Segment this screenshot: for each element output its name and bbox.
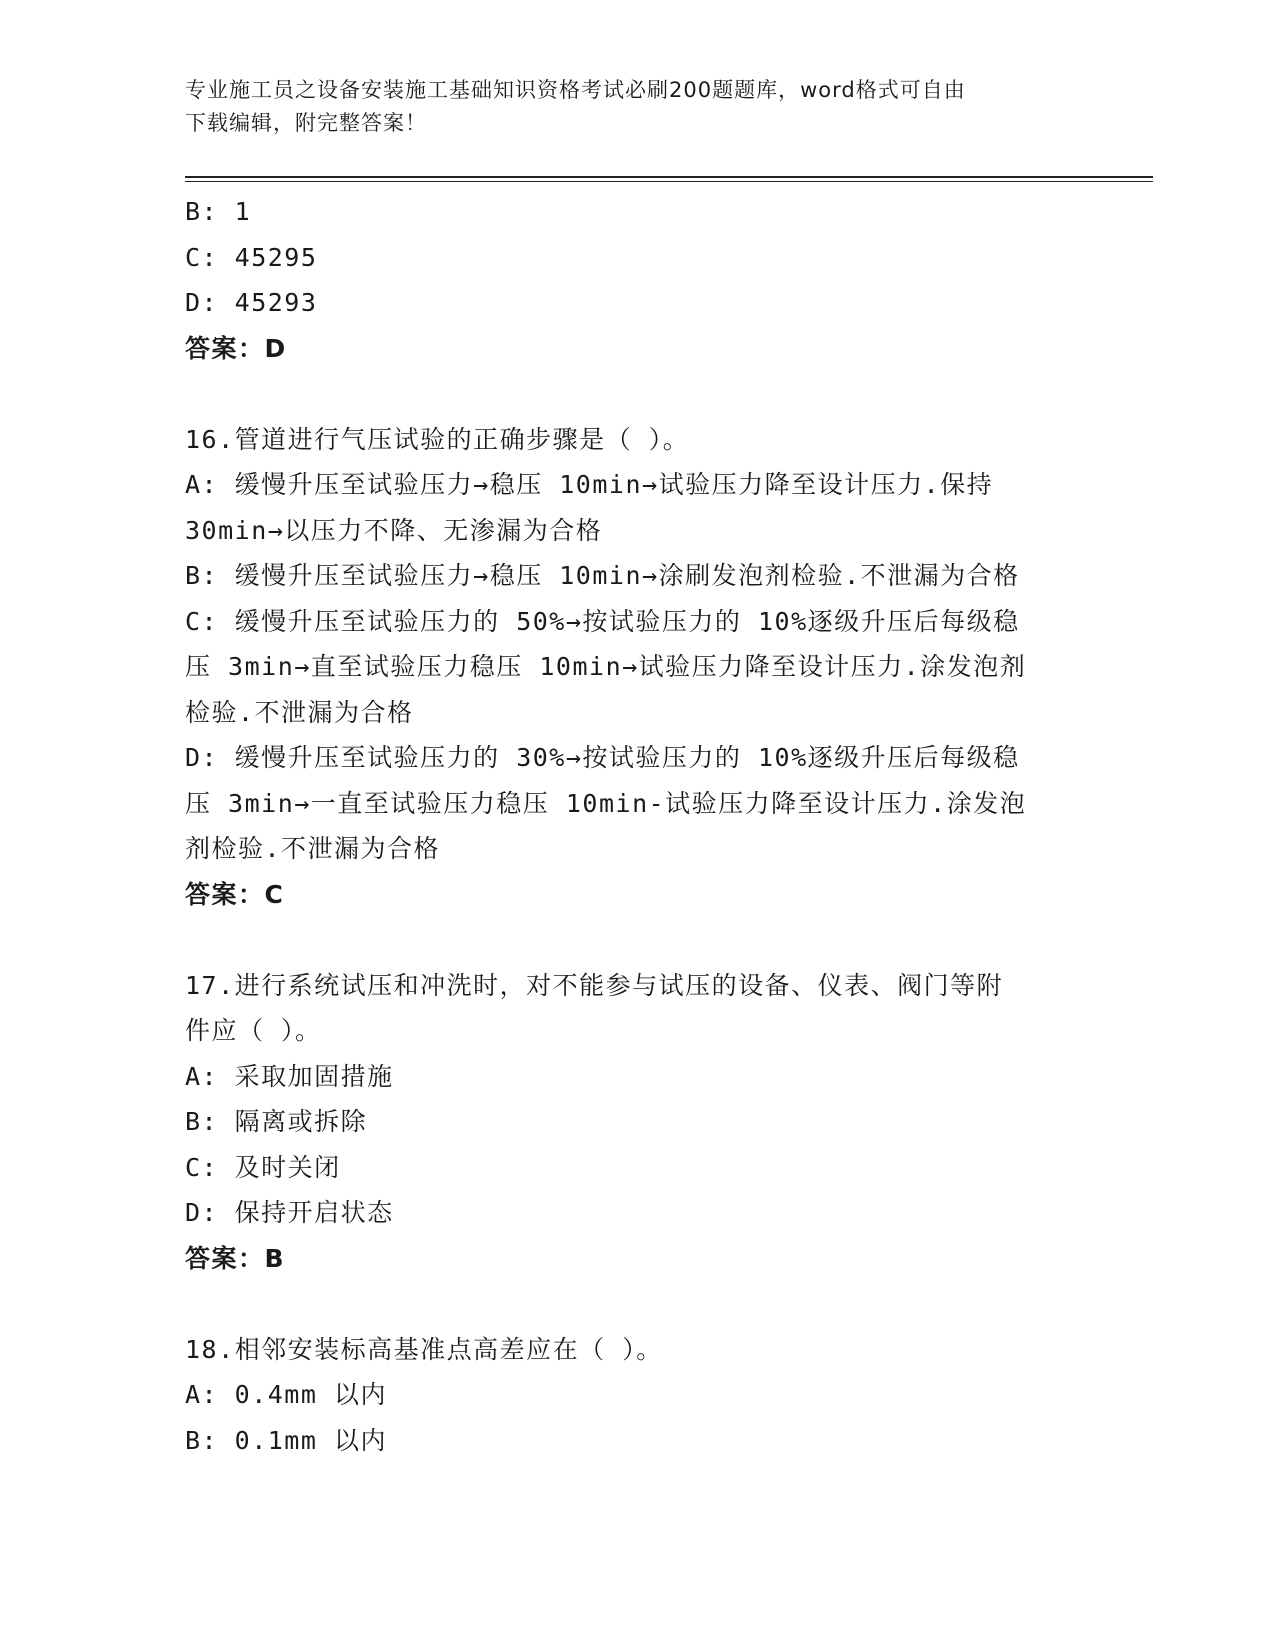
q17-question-line-2: 件应（ ）。 <box>185 1016 322 1045</box>
q16-option-c-line-3: 检验.不泄漏为合格 <box>185 697 414 727</box>
spacer <box>185 371 1085 417</box>
question-15-block <box>185 189 1085 371</box>
q16-option-a-line-1: A: 缓慢升压至试验压力→稳压 10min→试验压力降至设计压力.保持 <box>185 470 994 499</box>
q16-option-b: B: 缓慢升压至试验压力→稳压 10min→涂刷发泡剂检验.不泄漏为合格 <box>185 561 1020 590</box>
q15-answer: 答案：D <box>185 333 287 363</box>
header-line-1: 专业施工员之设备安装施工基础知识资格考试必刷200题题库，word格式可自由 <box>185 78 966 102</box>
q15-option-d: D: 45293 <box>185 288 318 317</box>
spacer <box>185 917 1085 963</box>
q16-option-c-line-1: C: 缓慢升压至试验压力的 50%→按试验压力的 10%逐级升压后每级稳 <box>185 606 1020 636</box>
q17-question-line-1: 17.进行系统试压和冲洗时，对不能参与试压的设备、仪表、阀门等附 <box>185 970 1004 1000</box>
q16-option-d-line-3: 剂检验.不泄漏为合格 <box>185 834 441 863</box>
q16-option-d-line-1: D: 缓慢升压至试验压力的 30%→按试验压力的 10%逐级升压后每级稳 <box>185 743 1020 772</box>
q16-answer: 答案：C <box>185 879 285 909</box>
q17-option-a: A: 采取加固措施 <box>185 1061 394 1091</box>
q18-option-a: A: 0.4mm 以内 <box>185 1380 387 1409</box>
document-header <box>185 74 1085 140</box>
q18-option-b: B: 0.1mm 以内 <box>185 1425 387 1455</box>
q17-answer: 答案：B <box>185 1243 286 1273</box>
question-list <box>185 189 1085 1463</box>
header-rule-thin <box>185 181 1153 182</box>
question-17-block <box>185 963 1085 1282</box>
header-line-2: 下载编辑，附完整答案！ <box>185 111 427 135</box>
question-16-block <box>185 417 1085 918</box>
q16-option-a-line-2: 30min→以压力不降、无渗漏为合格 <box>185 515 603 545</box>
spacer <box>185 1281 1085 1327</box>
q15-option-b: B: 1 <box>185 197 252 226</box>
q15-option-c: C: 45295 <box>185 242 318 272</box>
q16-option-c-line-2: 压 3min→直至试验压力稳压 10min→试验压力降至设计压力.涂发泡剂 <box>185 652 1027 681</box>
q17-option-d: D: 保持开启状态 <box>185 1198 394 1227</box>
q17-option-b: B: 隔离或拆除 <box>185 1107 368 1136</box>
header-rule-thick <box>185 176 1153 178</box>
q16-option-d-line-2: 压 3min→一直至试验压力稳压 10min-试验压力降至设计压力.涂发泡 <box>185 788 1027 818</box>
question-18-block <box>185 1327 1085 1464</box>
q16-question: 16.管道进行气压试验的正确步骤是（ ）。 <box>185 424 690 454</box>
q18-question: 18.相邻安装标高基准点高差应在（ ）。 <box>185 1334 663 1364</box>
q17-option-c: C: 及时关闭 <box>185 1152 341 1182</box>
